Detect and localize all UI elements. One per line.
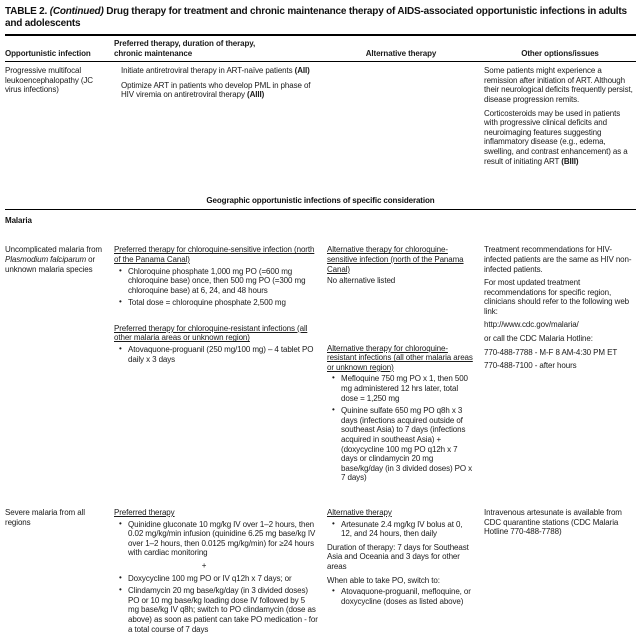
plus-separator: +: [201, 560, 207, 570]
species-name: Plasmodium falciparum: [5, 254, 87, 264]
therapy-heading-preferred: Preferred therapy: [114, 508, 175, 517]
column-header-alternative-therapy: Alternative therapy: [365, 48, 437, 58]
infection-name: Uncomplicated malaria from Plasmodium falciparum or unknown malaria species: [5, 245, 102, 274]
column-header-opportunistic-infection: Opportunistic infection: [5, 48, 91, 58]
therapy-bullet: • Clindamycin 20 mg base/kg/day (in 3 divided doses) PO or 10 mg base/kg loading dose IV followed by 5 mg base/kg IV q8h; switch to PO clindamycin (dose as above) as soon as patient can take PO medication - for a total course of 7 days: [119, 586, 318, 634]
table-header-row: [5, 36, 636, 62]
therapy-heading-alt-chloroquine-sensitive: Alternative therapy for chloroquine-sensitive infection (north of the Panama Canal): [327, 245, 464, 274]
therapy-bullet: • Atovaquone-proguanil (250 mg/100 mg) – 4 tablet PO daily x 3 days: [119, 345, 318, 364]
column-header-other-options: Other options/issues: [521, 48, 599, 58]
row-uncomplicated-malaria: [5, 245, 636, 486]
therapy-bullet: • Quinidine gluconate 10 mg/kg IV over 1–2 hours, then 0.02 mg/kg/min infusion (quinidine 6.25 mg base/kg IV over 1–2 hours, then 0.0125 mg/kg/min) for ≥24 hours with cardiac monitoring: [119, 520, 318, 558]
cell-pml-infection: [5, 66, 105, 170]
row-severe-malaria: [5, 508, 636, 637]
section-header-geographic: Geographic opportunistic infections of specific consideration: [206, 196, 435, 206]
hotline-number-after-hours: 770-488-7100 - after hours: [484, 361, 577, 371]
note-paragraph: For most updated treatment recommendations for specific region, clinicians should refer to the following web link:: [484, 278, 630, 316]
switch-note: When able to take PO, switch to:: [327, 575, 440, 585]
therapy-heading-alternative: Alternative therapy: [327, 508, 392, 517]
cell-pml-preferred: [114, 66, 318, 170]
cell-severe-preferred: [114, 508, 318, 637]
note-paragraph: Corticosteroids may be used in patients with progressive clinical deficits and neuroimaging features suggesting inflammatory disease (e.g., edema, swelling, and contrast enhancement) as a result of initiating ART (BIII): [484, 108, 628, 166]
cdc-malaria-weblink[interactable]: http://www.cdc.gov/malaria/: [484, 320, 579, 330]
cell-uncomplicated-infection: [5, 245, 105, 486]
cell-severe-infection: [5, 508, 105, 637]
table-title: [5, 6, 636, 30]
evidence-rating: (AII): [294, 66, 310, 76]
note-paragraph: Intravenous artesunate is available from CDC quarantine stations (CDC Malaria Hotline 770-488-7788): [484, 508, 622, 537]
evidence-rating: (AIII): [247, 90, 265, 100]
cell-uncomplicated-alternative: [327, 245, 475, 486]
cell-severe-alternative: [327, 508, 475, 637]
cell-uncomplicated-other: [484, 245, 636, 486]
cell-pml-other: [484, 66, 636, 170]
table-title-continued: (Continued): [49, 6, 104, 17]
no-alternative-note: No alternative listed: [327, 276, 396, 286]
therapy-bullet: • Atovaquone-proguanil, mefloquine, or doxycycline (doses as listed above): [332, 587, 475, 606]
therapy-paragraph: Initiate antiretroviral therapy in ART-naïve patients (AII): [121, 66, 310, 76]
therapy-heading-chloroquine-sensitive: Preferred therapy for chloroquine-sensitive infection (north of the Panama Canal): [114, 245, 315, 264]
evidence-rating: (BIII): [561, 156, 579, 166]
cell-severe-other: [484, 508, 636, 637]
therapy-bullet: • Artesunate 2.4 mg/kg IV bolus at 0, 12, and 24 hours, then daily: [332, 520, 475, 539]
note-paragraph: or call the CDC Malaria Hotline:: [484, 334, 593, 344]
infection-name: Severe malaria from all regions: [5, 508, 85, 527]
therapy-paragraph: Optimize ART in patients who develop PML in phase of HIV viremia on antiretroviral therapy (AIII): [121, 80, 311, 100]
duration-note: Duration of therapy: 7 days for Southeast Asia and Oceania and 3 days for other areas: [327, 542, 469, 571]
infection-name: Progressive multifocal leukoencephalopathy (JC virus infections): [5, 66, 93, 95]
column-header-preferred-therapy: Preferred therapy, duration of therapy, chronic maintenance: [114, 39, 256, 58]
therapy-bullet: • Doxycycline 100 mg PO or IV q12h x 7 days; or: [119, 574, 318, 584]
section-rule: [5, 209, 636, 210]
row-pml: [5, 66, 636, 170]
therapy-bullet: • Chloroquine phosphate 1,000 mg PO (=600 mg chloroquine base) once, then 500 mg PO (=300 mg chloroquine base) at 6, 24, and 48 hours: [119, 267, 318, 296]
therapy-heading-alt-chloroquine-resistant: Alternative therapy for chloroquine-resistant infections (all other malaria areas or unknown region): [327, 343, 473, 372]
therapy-bullet: • Mefloquine 750 mg PO x 1, then 500 mg administered 12 hrs later, total dose = 1,250 mg: [332, 374, 475, 403]
therapy-heading-chloroquine-resistant: Preferred therapy for chloroquine-resistant infections (all other malaria areas or unknown region): [114, 323, 308, 343]
note-paragraph: Treatment recommendations for HIV-infected patients are the same as HIV non-infected patients.: [484, 245, 632, 274]
therapy-bullet: • Quinine sulfate 650 mg PO q8h x 3 days (infections acquired outside of southeast Asia) to 7 days (infections acquired in southeast Asia) + (doxycycline 100 mg PO q12h x 7 days or clindamycin 20 mg base/kg/day (in 3 divided doses) PO x 7 days): [332, 406, 475, 483]
cell-uncomplicated-preferred: [114, 245, 318, 486]
table-title-label: TABLE 2.: [5, 6, 48, 17]
note-paragraph: Some patients might experience a remission after initiation of ART. Although their neurological deficits frequently persist, disease progression remits.: [484, 66, 633, 104]
cell-pml-alternative: [327, 66, 475, 170]
table-title-text: Drug therapy for treatment and chronic maintenance therapy of AIDS-associated opportunistic infections in adults and adolescents: [5, 6, 627, 29]
hotline-number-daytime: 770-488-7788 - M-F 8 AM-4:30 PM ET: [484, 347, 618, 357]
subsection-malaria: Malaria: [5, 215, 32, 225]
therapy-bullet: • Total dose = chloroquine phosphate 2,500 mg: [119, 298, 318, 308]
